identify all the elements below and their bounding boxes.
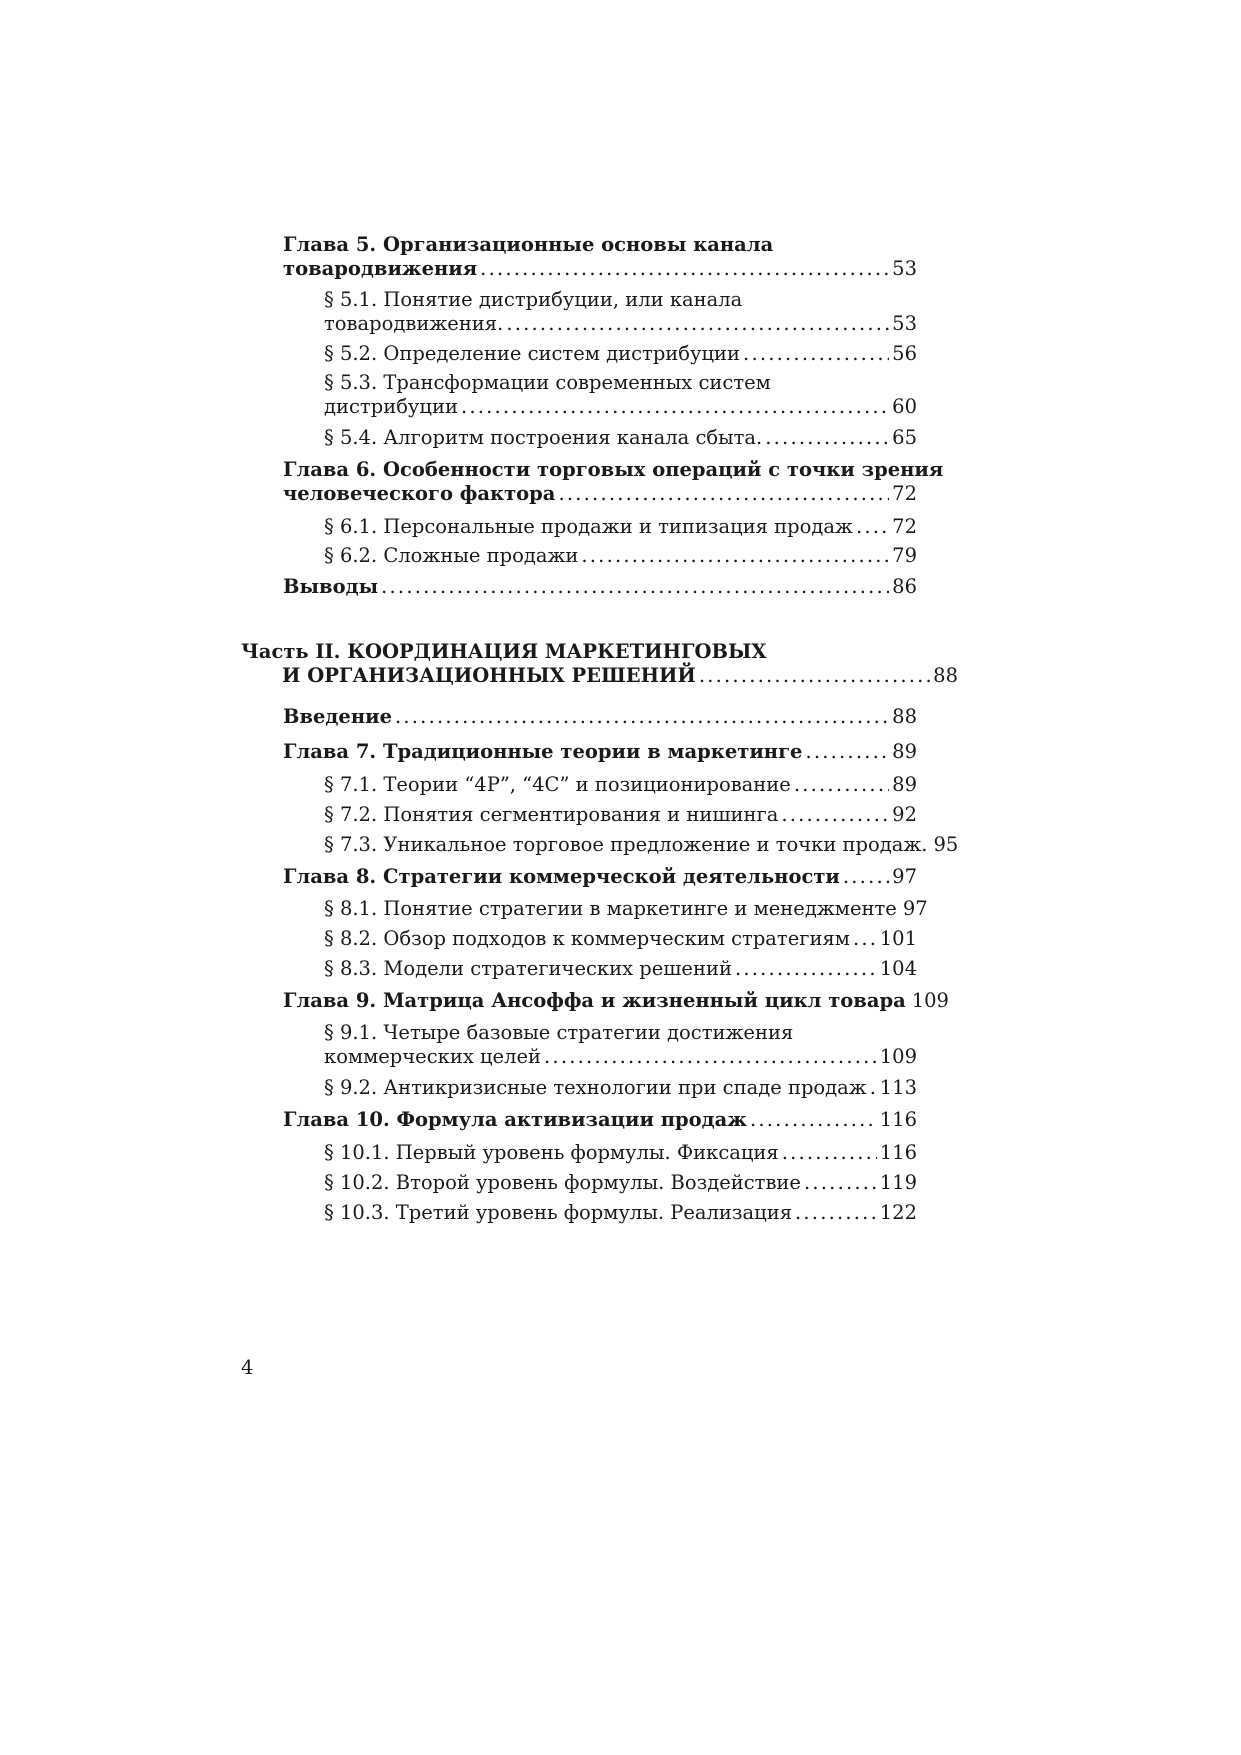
toc-entry-section-10-3 — [324, 1201, 917, 1225]
toc-entry-chapter-5 — [283, 233, 917, 281]
toc-page-number: 60 — [892, 395, 917, 418]
toc-entry-text: Глава 6. Особенности торговых операций с точки зрения — [283, 458, 944, 481]
leader-dots — [395, 705, 889, 729]
toc-page-number: 116 — [879, 1141, 917, 1164]
toc-page-number: 116 — [879, 1108, 917, 1131]
leader-dots — [843, 865, 889, 889]
toc-entry-text: § 10.3. Третий уровень формулы. Реализация — [324, 1201, 792, 1224]
leader-dots — [870, 1076, 877, 1100]
toc-entry-chapter-7 — [283, 740, 917, 764]
toc-page-number: 89 — [892, 740, 917, 763]
toc-entry-text: § 10.1. Первый уровень формулы. Фиксация — [324, 1141, 779, 1164]
toc-entry-section-7-3 — [324, 833, 959, 857]
toc-entry-section-7-1 — [324, 773, 917, 797]
toc-entry-section-5-2 — [324, 342, 917, 366]
toc-entry-text: человеческого фактора — [283, 482, 556, 505]
toc-page-number: 95 — [933, 833, 959, 856]
toc-page-number: 104 — [879, 957, 917, 980]
toc-entry-text: Глава 9. Матрица Ансоффа и жизненный цикл товара — [283, 989, 906, 1012]
toc-page-number: 97 — [902, 897, 928, 920]
toc-entry-part-2 — [241, 640, 958, 688]
toc-entry-text: § 5.1. Понятие дистрибуции, или канала — [324, 288, 743, 311]
leader-dots — [781, 803, 889, 827]
toc-entry-section-5-1 — [324, 288, 917, 336]
toc-page-number: 109 — [879, 1045, 917, 1068]
toc-entry-text: § 8.3. Модели стратегических решений — [324, 957, 732, 980]
toc-entry-text: § 7.1. Теории “4P”, “4C” и позиционирование — [324, 773, 791, 796]
toc-entry-text: § 7.3. Уникальное торговое предложение и точки продаж. — [324, 833, 928, 856]
toc-entry-section-6-2 — [324, 544, 917, 568]
toc-entry-text: § 10.2. Второй уровень формулы. Воздействие — [324, 1171, 801, 1194]
leader-dots — [805, 740, 889, 764]
leader-dots — [856, 515, 889, 539]
leader-dots — [794, 773, 889, 797]
toc-page-number: 65 — [892, 426, 917, 449]
toc-page-number: 88 — [892, 705, 917, 728]
toc-page-number: 72 — [892, 482, 917, 505]
toc-entry-section-9-2 — [324, 1076, 917, 1100]
toc-page-number: 109 — [911, 989, 949, 1012]
toc-entry-section-10-2 — [324, 1171, 917, 1195]
toc-entry-text: § 5.3. Трансформации современных систем — [324, 371, 771, 394]
toc-page-number: 53 — [892, 257, 917, 280]
toc-entry-text: § 5.4. Алгоритм построения канала сбыта. — [324, 426, 763, 449]
toc-entry-section-5-3 — [324, 371, 917, 419]
toc-entry-text: дистрибуции — [324, 395, 458, 418]
toc-entry-section-6-1 — [324, 515, 917, 539]
toc-page-number: 53 — [892, 312, 917, 335]
toc-entry-section-9-1 — [324, 1021, 917, 1069]
leader-dots — [581, 544, 889, 568]
leader-dots — [750, 1108, 877, 1132]
toc-entry-section-8-3 — [324, 957, 917, 981]
toc-entry-text: Глава 8. Стратегии коммерческой деятельности — [283, 865, 840, 888]
toc-entry-text: товародвижения. — [324, 312, 504, 335]
toc-page-number: 72 — [892, 515, 917, 538]
toc-entry-text: § 7.2. Понятия сегментирования и нишинга — [324, 803, 779, 826]
toc-entry-text: § 8.1. Понятие стратегии в маркетинге и менеджменте — [324, 897, 897, 920]
toc-entry-chapter-6 — [283, 458, 944, 506]
leader-dots — [699, 664, 930, 688]
toc-entry-chapter-10 — [283, 1108, 917, 1132]
toc-page-number: 89 — [892, 773, 917, 796]
leader-dots — [381, 575, 889, 599]
leader-dots — [743, 342, 889, 366]
toc-entry-text: § 6.1. Персональные продажи и типизация продаж — [324, 515, 853, 538]
leader-dots — [480, 257, 889, 281]
toc-entry-conclusions — [283, 575, 917, 599]
leader-dots — [506, 312, 889, 336]
leader-dots — [544, 1045, 877, 1069]
leader-dots — [782, 1141, 877, 1165]
toc-entry-section-5-4 — [324, 426, 917, 450]
leader-dots — [795, 1201, 877, 1225]
toc-entry-text: товародвижения — [283, 257, 478, 280]
toc-page-number: 88 — [933, 664, 958, 687]
toc-entry-text: коммерческих целей — [324, 1045, 542, 1068]
toc-page-number: 101 — [879, 927, 917, 950]
toc-entry-text: Глава 10. Формула активизации продаж — [283, 1108, 747, 1131]
leader-dots — [461, 395, 889, 419]
toc-page-number: 86 — [892, 575, 917, 598]
toc-entry-text: § 9.2. Антикризисные технологии при спаде продаж — [324, 1076, 867, 1099]
toc-page-number: 122 — [879, 1201, 917, 1224]
toc-page-number: 56 — [892, 342, 917, 365]
toc-entry-section-8-1 — [324, 897, 928, 921]
toc-entry-text: Введение — [283, 705, 392, 728]
toc-entry-text: Часть II. КООРДИНАЦИЯ МАРКЕТИНГОВЫХ — [241, 640, 767, 663]
leader-dots — [765, 426, 889, 450]
leader-dots — [558, 482, 889, 506]
toc-entry-section-8-2 — [324, 927, 917, 951]
toc-entry-text: § 5.2. Определение систем дистрибуции — [324, 342, 741, 365]
toc-entry-section-7-2 — [324, 803, 917, 827]
toc-page-number: 79 — [892, 544, 917, 567]
toc-page-number: 92 — [892, 803, 917, 826]
toc-entry-text: Глава 7. Традиционные теории в маркетинге — [283, 740, 803, 763]
leader-dots — [853, 927, 877, 951]
toc-page-number: 119 — [879, 1171, 917, 1194]
page-number: 4 — [241, 1356, 254, 1379]
toc-entry-text: § 9.1. Четыре базовые стратегии достижения — [324, 1021, 794, 1044]
leader-dots — [735, 957, 877, 981]
toc-entry-section-10-1 — [324, 1141, 917, 1165]
toc-entry-text: § 8.2. Обзор подходов к коммерческим стратегиям — [324, 927, 850, 950]
toc-entry-chapter-8 — [283, 865, 917, 889]
toc-page-number: 97 — [892, 865, 917, 888]
toc-entry-text: § 6.2. Сложные продажи — [324, 544, 579, 567]
toc-entry-text: И ОРГАНИЗАЦИОННЫХ РЕШЕНИЙ — [282, 664, 696, 687]
toc-entry-introduction — [283, 705, 917, 729]
toc-entry-text: Глава 5. Организационные основы канала — [283, 233, 774, 256]
toc-page-number: 113 — [879, 1076, 917, 1099]
toc-entry-text: Выводы — [283, 575, 379, 598]
leader-dots — [804, 1171, 877, 1195]
toc-entry-chapter-9 — [283, 989, 949, 1013]
